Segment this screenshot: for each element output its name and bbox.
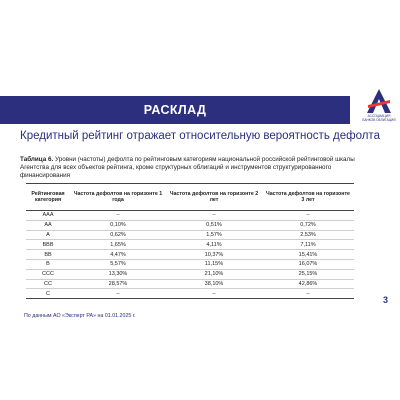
- table-cell: 0,10%: [70, 220, 166, 230]
- table-cell: 2,53%: [262, 230, 354, 240]
- table-cell: 13,30%: [70, 269, 166, 279]
- banner-title: РАСКЛАД: [143, 103, 207, 117]
- table-row: [26, 279, 354, 289]
- table-cell: 21,10%: [166, 269, 262, 279]
- table-cell: –: [70, 211, 166, 221]
- table-cell: AA: [26, 220, 70, 230]
- table-cell: C: [26, 289, 70, 299]
- section-banner: [0, 96, 350, 124]
- table-cell: 0,51%: [166, 220, 262, 230]
- table-cell: A: [26, 230, 70, 240]
- table-row: [26, 240, 354, 250]
- table-cell: CC: [26, 279, 70, 289]
- header-1-year: Частота дефолтов на горизонте 1 года: [70, 184, 166, 211]
- page-number: 3: [383, 295, 389, 305]
- table-cell: –: [262, 211, 354, 221]
- logo-a-icon: [366, 88, 392, 114]
- slide-subtitle: Кредитный рейтинг отражает относительную вероятность дефолта: [20, 130, 380, 142]
- table-row: [26, 220, 354, 230]
- table-cell: –: [262, 289, 354, 299]
- table-row: [26, 289, 354, 299]
- table-cell: 10,37%: [166, 250, 262, 260]
- table-row: [26, 230, 354, 240]
- header-rating-category: Рейтинговая категория: [26, 184, 70, 211]
- table-cell: B: [26, 259, 70, 269]
- table-row: [26, 259, 354, 269]
- association-logo: [362, 88, 396, 128]
- table-cell: 25,15%: [262, 269, 354, 279]
- caption-text: Уровни (частоты) дефолта по рейтинговым категориям национальной российской рейтинговой шкалы Агентства для всех объектов рейтинга, кроме структурных облигаций и инструментов структурированного финансирования: [20, 156, 355, 179]
- logo-text: АССОЦИАЦИЯ БАНКОВ ОБЛИГАЦИЙ: [362, 114, 396, 122]
- table-cell: 7,11%: [262, 240, 354, 250]
- table-cell: 1,65%: [70, 240, 166, 250]
- table-cell: CCC: [26, 269, 70, 279]
- table-cell: –: [70, 289, 166, 299]
- table-cell: 15,41%: [262, 250, 354, 260]
- table-cell: 38,10%: [166, 279, 262, 289]
- table-cell: AAA: [26, 211, 70, 221]
- table-cell: 16,07%: [262, 259, 354, 269]
- default-rate-table: [26, 183, 354, 299]
- table-header-row: [26, 184, 354, 211]
- table-row: [26, 211, 354, 221]
- table-row: [26, 269, 354, 279]
- table-cell: BBB: [26, 240, 70, 250]
- table-cell: BB: [26, 250, 70, 260]
- table-cell: 1,57%: [166, 230, 262, 240]
- table-cell: 5,57%: [70, 259, 166, 269]
- table-cell: 11,15%: [166, 259, 262, 269]
- header-3-years: Частота дефолтов на горизонте 3 лет: [262, 184, 354, 211]
- table-cell: –: [166, 211, 262, 221]
- table-cell: 42,86%: [262, 279, 354, 289]
- table-cell: 0,72%: [262, 220, 354, 230]
- table-cell: –: [166, 289, 262, 299]
- table-cell: 28,57%: [70, 279, 166, 289]
- table-caption: [20, 156, 356, 179]
- caption-label: Таблица 6.: [20, 156, 54, 163]
- table-cell: 4,47%: [70, 250, 166, 260]
- header-2-years: Частота дефолтов на горизонте 2 лет: [166, 184, 262, 211]
- table-row: [26, 250, 354, 260]
- table-cell: 0,62%: [70, 230, 166, 240]
- source-footnote: По данным АО «Эксперт РА» на 01.01.2025 г.: [24, 313, 136, 319]
- table-cell: 4,11%: [166, 240, 262, 250]
